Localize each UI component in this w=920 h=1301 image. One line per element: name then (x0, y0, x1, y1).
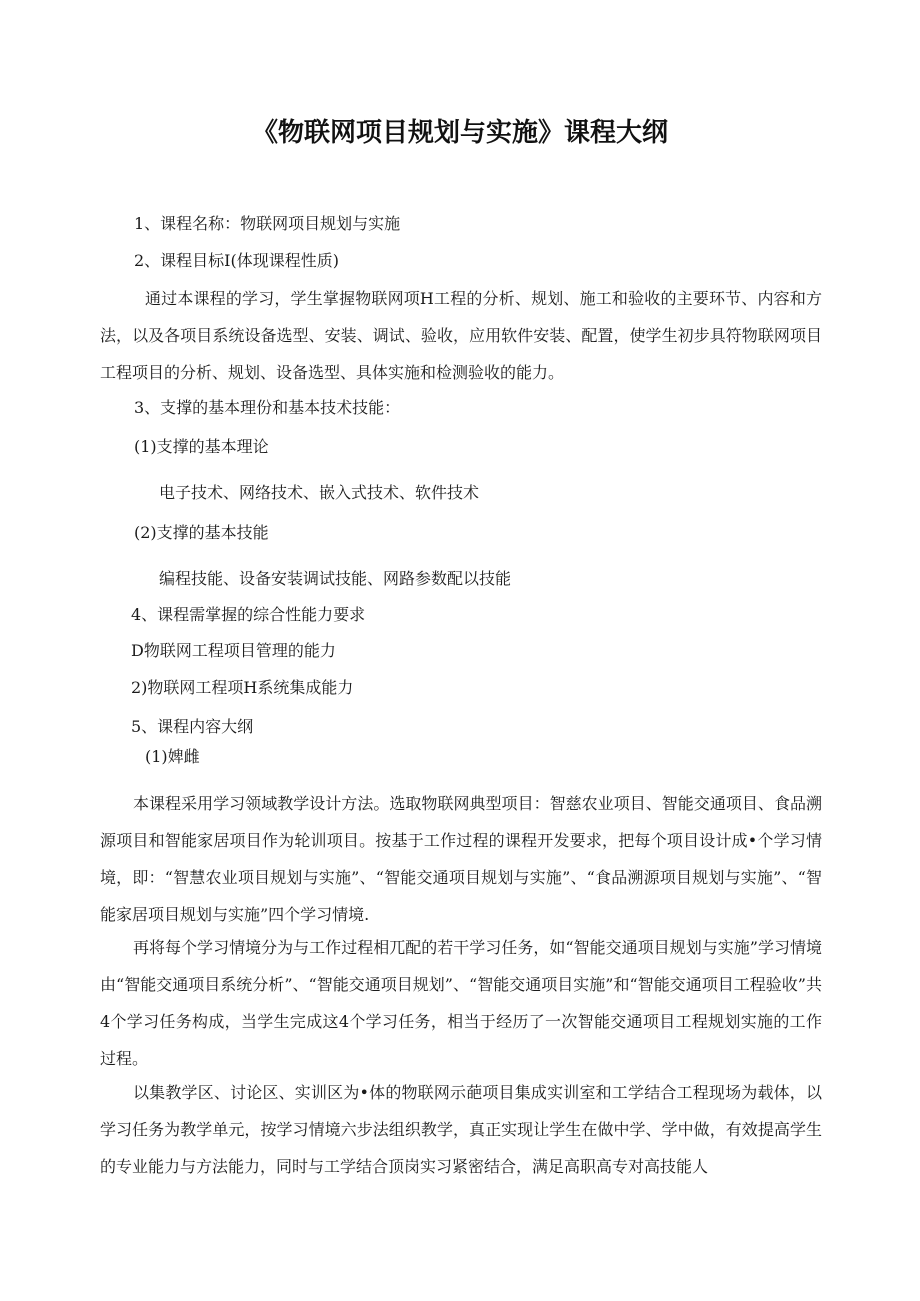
content-paragraph-2: 再将每个学习情境分为与工作过程相兀配的若干学习任务，如“智能交通项目规划与实施”学习情境由“智能交通项目系统分析”、“智能交通项目规划”、“智能交通项目实施”和“智能交通项目工程验收”共4个学习任务构成，当学生完成这4个学习任务，相当于经历了一次智能交通项目工程规划实施的工作过程。 (100, 938, 822, 1068)
course-name-item: 1、课程名称：物联网项目规划与实施 (134, 214, 401, 233)
content-paragraph-3: 以集教学区、讨论区、实训区为•体的物联网示葩项目集成实训室和工学结合工程现场为载体，以学习任务为教学单元，按学习情境六步法组织教学，真正实现让学生在做中学、学中做，有效提高学生的专业能力与方法能力，同时与工学结合顶岗实习紧密结合，满足高职高专对高技能人 (100, 1083, 822, 1176)
basic-theory-subheading: (1)支撑的基本理论 (134, 437, 269, 456)
content-paragraph-1: 本课程采用学习领域教学设计方法。选取物联网典型项目：智慈农业项目、智能交通项目、食品溯源项目和智能家居项目作为轮训项目。按基于工作过程的课程开发要求，把每个项目设计成•个学习情境，即：“智慧农业项目规划与实施”、“智能交通项目规划与实施”、“食品溯源项目规划与实施”、“智能家居项目规划与实施”四个学习情境. (100, 794, 822, 924)
basic-theory-content: 电子技术、网络技术、嵌入式技术、软件技术 (159, 483, 480, 502)
document-title: 《物联网项目规划与实施》课程大纲 (251, 118, 668, 148)
ability-requirements-heading: 4、课程需掌握的综合性能力要求 (131, 605, 366, 624)
course-goal-paragraph: 通过本课程的学习，学生掌握物联网项H工程的分析、规划、施工和验收的主要环节、内容和方法，以及各项目系统设备选型、安装、调试、验收，应用软件安装、配置，使学生初步具符物联网项目工程项目的分析、规划、设备选型、具体实施和检测验收的能力。 (100, 289, 822, 382)
theory-skills-heading: 3、支撑的基本理份和基本技术技能： (134, 398, 401, 417)
basic-skills-subheading: (2)支撑的基本技能 (134, 523, 269, 542)
ability-item-1: D物联网工程项目管理的能力 (131, 641, 336, 660)
ability-item-2: 2)物联网工程项H系统集成能力 (131, 678, 354, 697)
content-outline-heading: 5、课程内容大纲 (131, 717, 254, 736)
basic-skills-content: 编程技能、设备安装调试技能、网路参数配以技能 (159, 569, 512, 588)
content-outline-subheading: (1)婢雌 (145, 747, 200, 766)
course-goal-heading: 2、课程目标I(体现课程性质) (134, 251, 339, 270)
